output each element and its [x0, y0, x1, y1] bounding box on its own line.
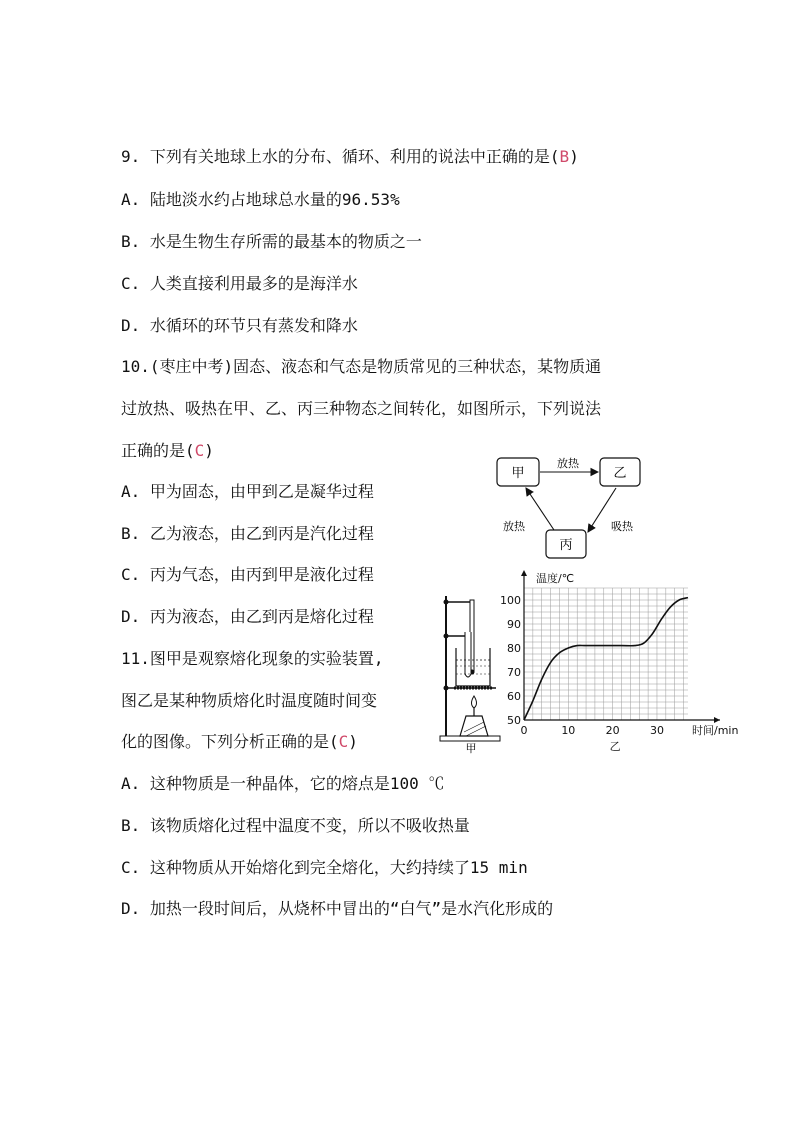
state-diagram [492, 454, 652, 559]
chart-axes [521, 570, 720, 723]
q9-option-c: C. 人类直接利用最多的是海洋水 [121, 274, 358, 293]
state-box-jia-label: 甲 [511, 466, 525, 481]
test-tube [465, 632, 471, 677]
x-tick-label: 0 [520, 724, 528, 737]
arrow-bing-to-jia-label: 放热 [503, 520, 525, 533]
melting-apparatus [438, 592, 504, 755]
q9-option-d: D. 水循环的环节只有蒸发和降水 [121, 316, 358, 335]
arrow-bing-to-jia [526, 488, 554, 530]
y-axis-arrow [521, 570, 527, 576]
q10-option-a: A. 甲为固态，由甲到乙是凝华过程 [121, 482, 374, 501]
q10-stem-text: 正确的是 [121, 441, 186, 460]
q11-stem-line2: 图乙是某种物质熔化时温度随时间变 [121, 691, 378, 710]
chart-grid [524, 588, 688, 720]
y-axis-label: 温度/℃ [536, 572, 575, 585]
y-tick-label: 50 [507, 714, 521, 727]
lamp-flame [472, 696, 477, 708]
clamp-knob-mid [444, 634, 449, 639]
x-tick-label: 10 [561, 724, 576, 737]
q10-answer: C [194, 441, 205, 460]
q10-stem-line3 [121, 440, 214, 462]
arrow-yi-to-bing-label: 吸热 [611, 520, 633, 533]
q10-option-b: B. 乙为液态，由乙到丙是汽化过程 [121, 524, 374, 543]
y-tick-label: 90 [507, 618, 521, 631]
y-tick-label: 100 [500, 594, 521, 607]
q10-paren-close: ) [204, 441, 214, 460]
alcohol-lamp [460, 716, 488, 736]
graph-label: 乙 [609, 740, 621, 753]
x-tick-label: 20 [605, 724, 620, 737]
q11-option-b: B. 该物质熔化过程中温度不变，所以不吸收热量 [121, 816, 470, 835]
q9-stem [121, 146, 579, 168]
state-box-yi-label: 乙 [613, 466, 627, 481]
q9-paren-close: ) [569, 147, 579, 166]
q11-option-d: D. 加热一段时间后，从烧杯中冒出的“白气”是水汽化形成的 [121, 899, 554, 918]
apparatus-label: 甲 [465, 742, 477, 755]
q10-paren-open: ( [185, 441, 195, 460]
q11-stem-line1: 11.图甲是观察熔化现象的实验装置, [121, 649, 384, 668]
series-line [524, 598, 688, 720]
q10-option-d: D. 丙为液态，由乙到丙是熔化过程 [121, 607, 374, 626]
q11-paren-open: ( [329, 732, 339, 751]
q9-answer: B [559, 147, 570, 166]
q9-stem-text: 9. 下列有关地球上水的分布、循环、利用的说法中正确的是 [121, 147, 550, 166]
q11-paren-close: ) [348, 732, 358, 751]
arrow-jia-to-yi-label: 放热 [557, 457, 579, 470]
state-box-bing-label: 丙 [559, 538, 573, 553]
q11-stem-line3 [121, 731, 358, 753]
q11-answer: C [338, 732, 349, 751]
q10-option-c: C. 丙为气态，由丙到甲是液化过程 [121, 565, 374, 584]
clamp-knob-top [444, 600, 449, 605]
stand-base [440, 736, 500, 741]
melting-curve-chart [500, 568, 739, 753]
y-tick-label: 80 [507, 642, 521, 655]
q9-paren-open: ( [549, 147, 560, 166]
q10-stem-line1: 10.(枣庄中考)固态、液态和气态是物质常见的三种状态，某物质通 [121, 357, 602, 376]
q10-stem-line2: 过放热、吸热在甲、乙、丙三种物态之间转化，如图所示，下列说法 [121, 399, 602, 418]
y-tick-label: 60 [507, 690, 521, 703]
x-axis-arrow [714, 717, 720, 723]
x-axis-label: 时间/min [692, 724, 739, 737]
x-tick-label: 30 [649, 724, 664, 737]
q11-option-c: C. 这种物质从开始熔化到完全熔化，大约持续了15 min [121, 858, 528, 877]
y-tick-label: 70 [507, 666, 521, 679]
q11-stem-text: 化的图像。下列分析正确的是 [121, 732, 330, 751]
q9-option-a: A. 陆地淡水约占地球总水量的96.53% [121, 190, 400, 209]
ring-knob [444, 686, 449, 691]
q9-option-b: B. 水是生物生存所需的最基本的物质之一 [121, 232, 422, 251]
q11-option-a: A. 这种物质是一种晶体，它的熔点是100 ℃ [121, 774, 445, 793]
